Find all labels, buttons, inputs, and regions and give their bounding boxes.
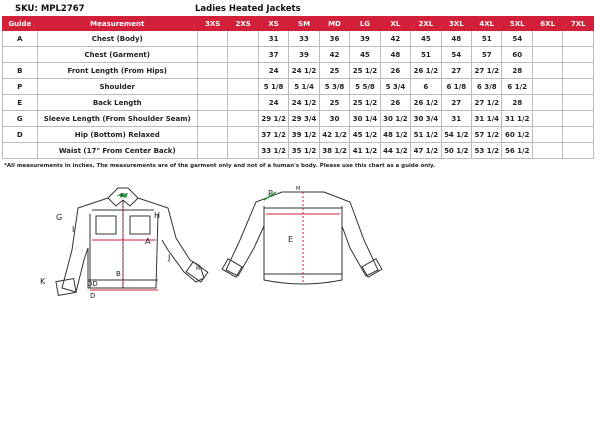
label-a: A	[145, 237, 151, 246]
size-value-cell	[563, 79, 594, 95]
column-header: 5XL	[502, 17, 532, 31]
size-value-cell: 51	[472, 31, 502, 47]
size-value-cell: 24	[258, 95, 288, 111]
page-title: Ladies Heated Jackets	[195, 4, 301, 14]
size-value-cell: 5 3/4	[380, 79, 410, 95]
size-value-cell	[532, 127, 562, 143]
size-value-cell	[563, 127, 594, 143]
size-value-cell: 31 1/4	[472, 111, 502, 127]
size-value-cell: 26	[380, 95, 410, 111]
table-row	[3, 79, 594, 95]
size-value-cell: 29 1/2	[258, 111, 288, 127]
size-value-cell: 5 1/8	[258, 79, 288, 95]
column-header: XS	[258, 17, 288, 31]
size-value-cell: 6	[411, 79, 441, 95]
size-value-cell: 31	[441, 111, 471, 127]
size-value-cell	[228, 95, 258, 111]
size-value-cell: 25 1/2	[350, 95, 380, 111]
size-value-cell	[563, 111, 594, 127]
size-value-cell: 6 3/8	[472, 79, 502, 95]
table-row	[3, 127, 594, 143]
size-value-cell	[532, 111, 562, 127]
size-value-cell: 45	[350, 47, 380, 63]
label-j: J	[168, 253, 171, 262]
size-value-cell	[197, 31, 227, 47]
back-measure-lines	[266, 192, 340, 282]
label-m-front: M	[196, 266, 201, 272]
size-value-cell: 45	[411, 31, 441, 47]
column-header: 2XL	[411, 17, 441, 31]
size-value-cell: 31	[258, 31, 288, 47]
column-header: SM	[289, 17, 319, 31]
size-value-cell	[532, 95, 562, 111]
column-header: 3XS	[197, 17, 227, 31]
table-row	[3, 143, 594, 159]
size-value-cell: 54	[441, 47, 471, 63]
guide-cell	[3, 143, 38, 159]
size-value-cell: 47 1/2	[411, 143, 441, 159]
guide-cell: G	[3, 111, 38, 127]
size-value-cell: 25 1/2	[350, 63, 380, 79]
table-row	[3, 47, 594, 63]
size-value-cell: 25	[319, 63, 349, 79]
front-jacket-outline	[56, 188, 208, 295]
measurement-cell: Waist (17" From Center Back)	[37, 143, 197, 159]
size-value-cell	[197, 111, 227, 127]
size-value-cell: 5 1/4	[289, 79, 319, 95]
size-value-cell: 5 5/8	[350, 79, 380, 95]
size-value-cell: 26	[380, 63, 410, 79]
size-value-cell	[197, 79, 227, 95]
size-value-cell: 28	[502, 95, 532, 111]
measurement-cell: Chest (Garment)	[37, 47, 197, 63]
size-value-cell: 44 1/2	[380, 143, 410, 159]
table-row	[3, 111, 594, 127]
measurement-note: *All measurements in inches. The measurements are of the garment only and not of a human's body. Please use this chart as a guide only.	[4, 163, 436, 169]
size-value-cell: 35 1/2	[289, 143, 319, 159]
size-value-cell: 31 1/2	[502, 111, 532, 127]
guide-cell: P	[3, 79, 38, 95]
label-k: K	[40, 277, 46, 286]
size-value-cell	[532, 31, 562, 47]
size-value-cell: 6 1/8	[441, 79, 471, 95]
table-row	[3, 63, 594, 79]
measurement-cell: Chest (Body)	[37, 31, 197, 47]
front-measure-lines	[90, 204, 161, 290]
size-value-cell: 27 1/2	[472, 63, 502, 79]
size-value-cell: 54	[502, 31, 532, 47]
size-value-cell: 27	[441, 63, 471, 79]
measurement-cell: Hip (Bottom) Relaxed	[37, 127, 197, 143]
size-value-cell	[532, 63, 562, 79]
column-header: 4XL	[472, 17, 502, 31]
size-value-cell: 45 1/2	[350, 127, 380, 143]
size-value-cell: 39	[350, 31, 380, 47]
size-value-cell: 33	[289, 31, 319, 47]
label-i: I	[72, 225, 75, 234]
measurement-cell: Back Length	[37, 95, 197, 111]
size-value-cell: 27	[441, 95, 471, 111]
size-value-cell	[197, 63, 227, 79]
guide-cell: B	[3, 63, 38, 79]
column-header: Measurement	[37, 17, 197, 31]
size-value-cell: 54 1/2	[441, 127, 471, 143]
measurement-cell: Sleeve Length (From Shoulder Seam)	[37, 111, 197, 127]
column-header: 7XL	[563, 17, 594, 31]
size-value-cell: 39 1/2	[289, 127, 319, 143]
measurement-cell: Shoulder	[37, 79, 197, 95]
column-header: Guide	[3, 17, 38, 31]
jacket-diagram	[0, 170, 600, 439]
table-row	[3, 95, 594, 111]
size-value-cell	[563, 47, 594, 63]
size-value-cell	[532, 47, 562, 63]
column-header: 2XS	[228, 17, 258, 31]
size-value-cell: 24	[258, 63, 288, 79]
size-value-cell: 39	[289, 47, 319, 63]
back-jacket-outline	[222, 192, 382, 284]
size-value-cell	[228, 79, 258, 95]
size-value-cell: 51 1/2	[411, 127, 441, 143]
size-value-cell	[228, 31, 258, 47]
size-value-cell: 42	[380, 31, 410, 47]
label-b: B	[116, 270, 121, 278]
size-value-cell: 36	[319, 31, 349, 47]
size-value-cell: 28	[502, 63, 532, 79]
size-value-cell: 30 1/4	[350, 111, 380, 127]
sku-label: SKU: MPL2767	[15, 4, 85, 14]
size-value-cell: 5 3/8	[319, 79, 349, 95]
size-value-cell: 57	[472, 47, 502, 63]
size-value-cell	[197, 127, 227, 143]
size-value-cell	[228, 127, 258, 143]
size-value-cell: 26 1/2	[411, 63, 441, 79]
size-value-cell: 42 1/2	[319, 127, 349, 143]
size-value-cell: 56 1/2	[502, 143, 532, 159]
size-value-cell: 6 1/2	[502, 79, 532, 95]
size-value-cell: 51	[411, 47, 441, 63]
size-value-cell	[532, 143, 562, 159]
column-header: 6XL	[532, 17, 562, 31]
size-value-cell: 30	[319, 111, 349, 127]
size-value-cell: 37	[258, 47, 288, 63]
guide-cell: E	[3, 95, 38, 111]
size-value-cell: 53 1/2	[472, 143, 502, 159]
label-p: P	[268, 189, 273, 198]
size-value-cell: 24 1/2	[289, 95, 319, 111]
size-value-cell: 37 1/2	[258, 127, 288, 143]
size-value-cell: 50 1/2	[441, 143, 471, 159]
size-chart-table	[2, 16, 594, 159]
measurement-cell: Front Length (From Hips)	[37, 63, 197, 79]
label-m-back: M	[296, 186, 301, 192]
column-header: XL	[380, 17, 410, 31]
size-value-cell	[197, 47, 227, 63]
guide-cell: D	[3, 127, 38, 143]
size-value-cell: 24 1/2	[289, 63, 319, 79]
column-header: MD	[319, 17, 349, 31]
size-value-cell: 42	[319, 47, 349, 63]
size-value-cell	[563, 63, 594, 79]
size-value-cell: 26 1/2	[411, 95, 441, 111]
label-h: H	[154, 211, 161, 220]
label-g: G	[56, 213, 63, 222]
size-value-cell	[228, 47, 258, 63]
size-value-cell: 48	[441, 31, 471, 47]
label-d: D	[90, 292, 96, 300]
size-value-cell	[563, 95, 594, 111]
guide-cell: A	[3, 31, 38, 47]
size-value-cell: 25	[319, 95, 349, 111]
size-value-cell: 48	[380, 47, 410, 63]
size-value-cell: 33 1/2	[258, 143, 288, 159]
size-value-cell	[228, 143, 258, 159]
table-header-row	[3, 17, 594, 31]
label-f: F	[120, 192, 125, 200]
size-value-cell: 41 1/2	[350, 143, 380, 159]
size-value-cell: 30 1/2	[380, 111, 410, 127]
size-value-cell: 30 3/4	[411, 111, 441, 127]
size-value-cell	[197, 143, 227, 159]
label-e: E	[288, 235, 294, 244]
label-dd: DD	[87, 280, 98, 288]
table-row	[3, 31, 594, 47]
size-value-cell: 57 1/2	[472, 127, 502, 143]
size-value-cell	[563, 143, 594, 159]
column-header: LG	[350, 17, 380, 31]
size-value-cell	[228, 111, 258, 127]
size-value-cell: 48 1/2	[380, 127, 410, 143]
column-header: 3XL	[441, 17, 471, 31]
size-value-cell: 38 1/2	[319, 143, 349, 159]
size-value-cell	[563, 31, 594, 47]
size-value-cell	[197, 95, 227, 111]
size-value-cell: 60 1/2	[502, 127, 532, 143]
size-value-cell	[532, 79, 562, 95]
size-value-cell: 60	[502, 47, 532, 63]
guide-cell	[3, 47, 38, 63]
size-value-cell: 27 1/2	[472, 95, 502, 111]
size-value-cell: 29 3/4	[289, 111, 319, 127]
size-value-cell	[228, 63, 258, 79]
